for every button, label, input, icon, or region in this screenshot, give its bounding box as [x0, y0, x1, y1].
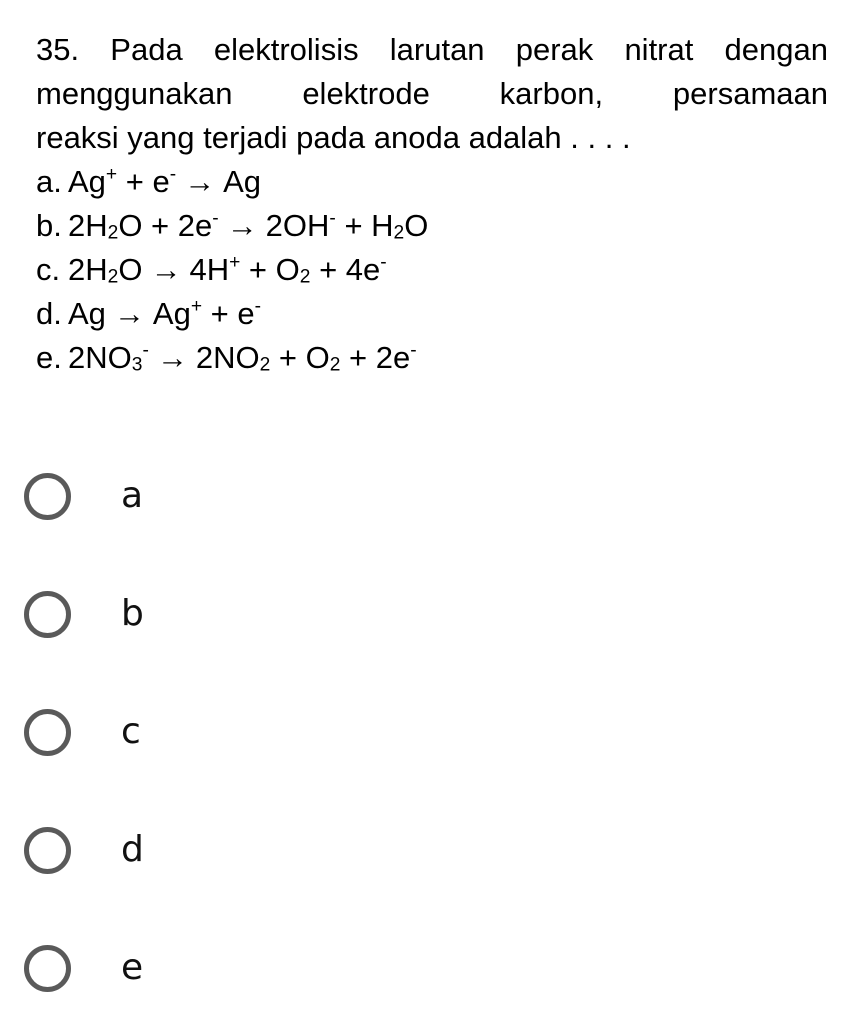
choice-letter: a. — [36, 164, 62, 199]
equation-superscript: + — [105, 164, 118, 186]
question-number: 35. — [36, 32, 80, 67]
equation-subscript: 3 — [131, 354, 143, 376]
equation-text: 2H — [68, 208, 108, 243]
equation-text: + O — [240, 252, 300, 287]
radio-button[interactable] — [24, 591, 71, 638]
equation-text: + e — [117, 164, 170, 199]
equation-superscript: - — [142, 340, 149, 362]
option-label: d — [121, 829, 144, 870]
radio-button[interactable] — [24, 827, 71, 874]
answer-option-a[interactable] — [24, 437, 844, 555]
equation-subscript: 2 — [299, 266, 311, 288]
equation-subscript: 2 — [329, 354, 341, 376]
equation-subscript: 2 — [259, 354, 271, 376]
equation-superscript: + — [190, 296, 203, 318]
radio-button[interactable] — [24, 709, 71, 756]
choice-a — [36, 160, 828, 204]
arrow-icon: → — [113, 296, 145, 331]
question-stem-line-1 — [36, 28, 828, 72]
equation-text: + e — [202, 296, 255, 331]
equation-text: Ag — [223, 164, 262, 199]
equation-text: + 2e — [340, 340, 411, 375]
choice-list — [36, 160, 828, 380]
choice-letter: c. — [36, 252, 61, 287]
choice-b — [36, 204, 828, 248]
chemical-equation — [68, 160, 261, 204]
equation-superscript: + — [229, 252, 241, 274]
choice-c — [36, 248, 828, 292]
equation-subscript: 2 — [393, 222, 405, 244]
answer-option-d[interactable] — [24, 791, 844, 909]
option-label: b — [121, 593, 144, 634]
answer-options — [24, 437, 844, 1027]
chemical-equation — [68, 248, 387, 292]
equation-superscript: - — [410, 340, 417, 362]
choice-letter: d. — [36, 296, 62, 331]
answer-option-b[interactable] — [24, 555, 844, 673]
equation-superscript: - — [169, 164, 177, 186]
choice-d — [36, 292, 828, 336]
question-stem-line-3: reaksi yang terjadi pada anoda adalah . . . . — [36, 120, 631, 155]
chemical-equation — [68, 204, 428, 248]
equation-text: 2NO — [195, 340, 260, 375]
equation-text: 4H — [189, 252, 230, 287]
equation-text: + O — [270, 340, 330, 375]
arrow-icon: → — [156, 340, 188, 375]
equation-text: Ag — [68, 164, 106, 199]
equation-text: 2NO — [68, 340, 132, 375]
equation-text: O — [118, 252, 143, 287]
equation-text: O + 2e — [118, 208, 213, 243]
option-label: e — [121, 947, 144, 988]
equation-text: O — [404, 208, 429, 243]
question-stem-line-2: menggunakan elektrode karbon, persamaan — [36, 76, 828, 111]
question-text — [36, 28, 828, 380]
equation-subscript: 2 — [107, 266, 119, 288]
arrow-icon: → — [184, 164, 216, 199]
option-label: c — [121, 711, 141, 752]
choice-letter: e. — [36, 340, 62, 375]
arrow-icon: → — [226, 208, 258, 243]
choice-letter: b. — [36, 208, 62, 243]
equation-superscript: - — [212, 208, 219, 230]
equation-text: + 4e — [310, 252, 381, 287]
equation-superscript: - — [254, 296, 262, 318]
equation-text: Ag — [152, 296, 191, 331]
question-stem-text: Pada elektrolisis larutan perak nitrat dengan — [110, 32, 828, 67]
option-label: a — [121, 475, 144, 516]
chemical-equation — [68, 336, 417, 380]
equation-superscript: - — [329, 208, 336, 230]
equation-superscript: - — [380, 252, 387, 274]
equation-subscript: 2 — [107, 222, 119, 244]
radio-button[interactable] — [24, 473, 71, 520]
arrow-icon: → — [150, 252, 182, 287]
radio-button[interactable] — [24, 945, 71, 992]
equation-text: Ag — [68, 296, 106, 331]
choice-e — [36, 336, 828, 380]
answer-option-c[interactable] — [24, 673, 844, 791]
equation-text: + H — [335, 208, 394, 243]
answer-option-e[interactable] — [24, 909, 844, 1027]
equation-text: 2OH — [265, 208, 330, 243]
equation-text: 2H — [68, 252, 108, 287]
chemical-equation — [68, 292, 261, 336]
